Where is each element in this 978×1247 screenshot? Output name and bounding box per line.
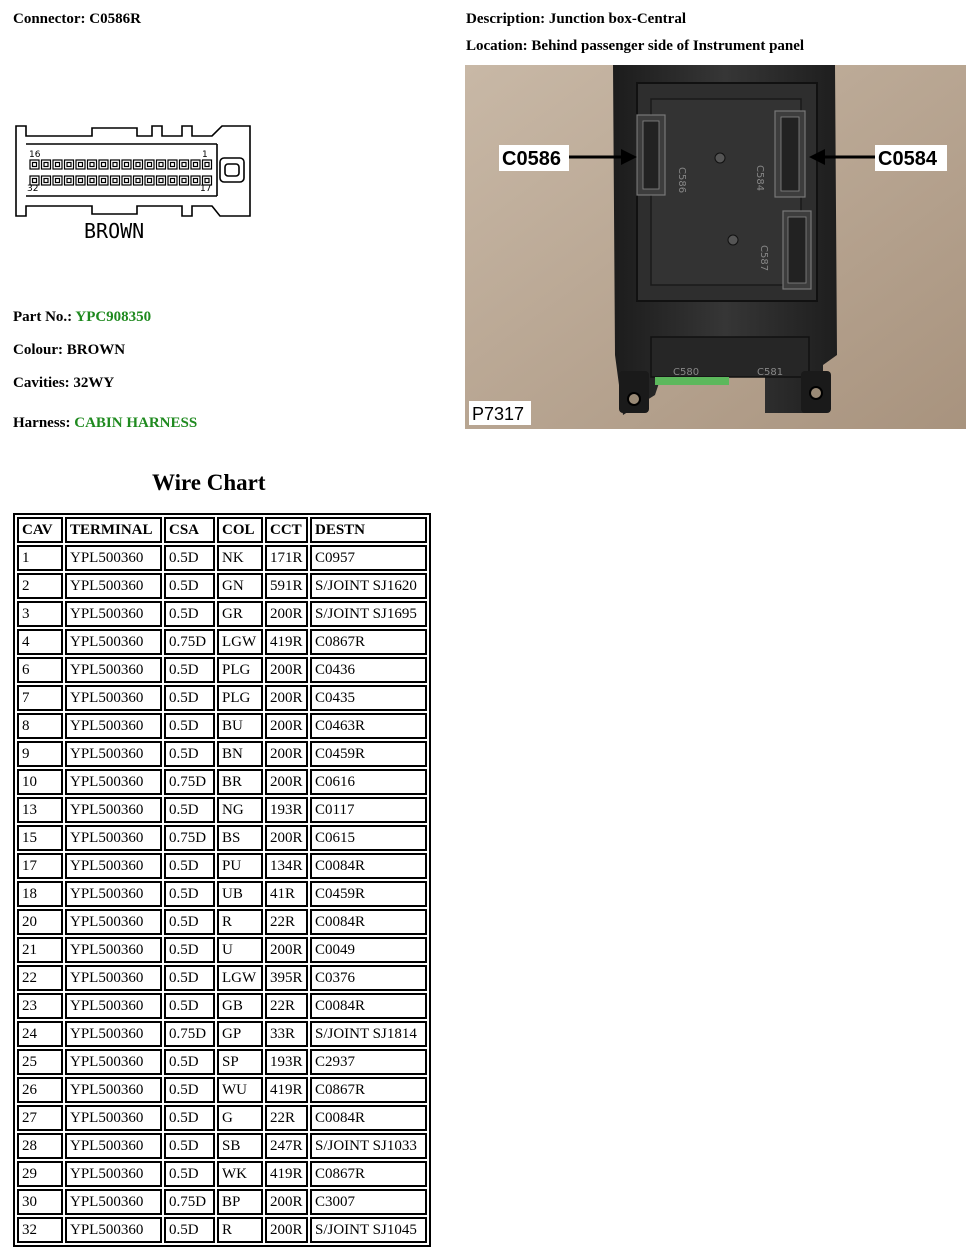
cell-terminal: YPL500360 (65, 993, 162, 1019)
cell-cct: 33R (265, 1021, 308, 1047)
cell-cct: 200R (265, 1189, 308, 1215)
cell-csa: 0.5D (164, 685, 215, 711)
location-heading (466, 38, 804, 55)
cell-csa: 0.5D (164, 741, 215, 767)
pin-terminal (44, 163, 48, 167)
cell-cct: 171R (265, 545, 308, 571)
pin-terminal (182, 179, 186, 183)
table-row (17, 881, 427, 907)
connector-value: C0586R (89, 11, 141, 27)
cell-terminal: YPL500360 (65, 825, 162, 851)
cell-cav: 2 (17, 573, 63, 599)
cell-col: PLG (217, 657, 263, 683)
pin-terminal (33, 179, 37, 183)
cell-terminal: YPL500360 (65, 1105, 162, 1131)
cell-cav: 18 (17, 881, 63, 907)
table-row (17, 1105, 427, 1131)
pin-cavity (65, 176, 74, 185)
table-row (17, 797, 427, 823)
cell-terminal: YPL500360 (65, 573, 162, 599)
table-row (17, 629, 427, 655)
table-row (17, 1077, 427, 1103)
pin-number-1: 1 (202, 150, 208, 160)
cell-csa: 0.75D (164, 1189, 215, 1215)
cell-destn: C0084R (310, 909, 427, 935)
pin-terminal (159, 163, 163, 167)
cell-col: BS (217, 825, 263, 851)
cell-cav: 10 (17, 769, 63, 795)
pin-terminal (56, 163, 60, 167)
table-row (17, 713, 427, 739)
table-row (17, 1161, 427, 1187)
pin-terminal (113, 163, 117, 167)
pin-cavity (53, 160, 62, 169)
table-row (17, 685, 427, 711)
cell-destn: C0376 (310, 965, 427, 991)
pin-cavity (168, 176, 177, 185)
cell-csa: 0.5D (164, 909, 215, 935)
photo-reference: P7317 (472, 404, 525, 424)
pin-cavity (42, 176, 51, 185)
table-row (17, 573, 427, 599)
pin-terminal (171, 163, 175, 167)
pin-terminal (79, 163, 83, 167)
cell-cav: 13 (17, 797, 63, 823)
cell-terminal: YPL500360 (65, 909, 162, 935)
table-row (17, 657, 427, 683)
cell-cct: 395R (265, 965, 308, 991)
table-row (17, 1189, 427, 1215)
cell-cav: 30 (17, 1189, 63, 1215)
cell-col: GN (217, 573, 263, 599)
cell-cav: 23 (17, 993, 63, 1019)
cell-col: UB (217, 881, 263, 907)
cell-terminal: YPL500360 (65, 1133, 162, 1159)
cell-destn: C0867R (310, 1077, 427, 1103)
connector-face-diagram (12, 118, 257, 243)
pin-terminal (148, 179, 152, 183)
pin-cavity (53, 176, 62, 185)
pin-terminal (194, 179, 198, 183)
cell-col: NG (217, 797, 263, 823)
cell-terminal: YPL500360 (65, 1161, 162, 1187)
cell-destn: S/JOINT SJ1695 (310, 601, 427, 627)
cell-csa: 0.5D (164, 965, 215, 991)
cell-cav: 25 (17, 1049, 63, 1075)
cell-destn: C0117 (310, 797, 427, 823)
cell-cct: 200R (265, 657, 308, 683)
description-label: Description: (466, 11, 546, 27)
cell-destn: S/JOINT SJ1033 (310, 1133, 427, 1159)
cell-cct: 200R (265, 685, 308, 711)
cell-terminal: YPL500360 (65, 1217, 162, 1243)
cell-csa: 0.5D (164, 1105, 215, 1131)
cell-terminal: YPL500360 (65, 713, 162, 739)
harness-label: Harness: (13, 415, 71, 431)
cell-cav: 6 (17, 657, 63, 683)
cell-cct: 591R (265, 573, 308, 599)
cell-csa: 0.5D (164, 853, 215, 879)
colour-value: BROWN (66, 342, 126, 358)
cell-terminal: YPL500360 (65, 685, 162, 711)
cell-csa: 0.5D (164, 713, 215, 739)
cell-cav: 1 (17, 545, 63, 571)
pin-terminal (125, 179, 129, 183)
cell-cav: 29 (17, 1161, 63, 1187)
table-header-row (17, 517, 427, 543)
pin-terminal (148, 163, 152, 167)
cell-terminal: YPL500360 (65, 1077, 162, 1103)
table-row (17, 545, 427, 571)
cell-terminal: YPL500360 (65, 601, 162, 627)
cell-destn: C0867R (310, 1161, 427, 1187)
table-row (17, 1049, 427, 1075)
harness (13, 415, 197, 432)
cell-csa: 0.5D (164, 1217, 215, 1243)
mold-label-c580: C580 (673, 367, 700, 378)
cell-col: GP (217, 1021, 263, 1047)
cell-col: SP (217, 1049, 263, 1075)
callout-c0586: C0586 (502, 148, 561, 170)
cell-col: BP (217, 1189, 263, 1215)
table-row (17, 909, 427, 935)
connector-colour-label: BROWN (84, 219, 145, 243)
cell-csa: 0.75D (164, 1021, 215, 1047)
cell-csa: 0.5D (164, 573, 215, 599)
pin-terminal (171, 179, 175, 183)
connector-heading (13, 11, 141, 28)
pin-number-17: 17 (200, 184, 212, 194)
pin-terminal (205, 163, 209, 167)
cell-cct: 419R (265, 629, 308, 655)
table-row (17, 769, 427, 795)
cell-col: WK (217, 1161, 263, 1187)
cell-csa: 0.5D (164, 1077, 215, 1103)
cell-cct: 193R (265, 1049, 308, 1075)
part-number (13, 309, 151, 326)
cell-cav: 28 (17, 1133, 63, 1159)
pin-cavity (134, 160, 143, 169)
cell-cav: 32 (17, 1217, 63, 1243)
cell-cct: 200R (265, 601, 308, 627)
cell-col: BR (217, 769, 263, 795)
pin-cavity (88, 176, 97, 185)
cell-csa: 0.75D (164, 629, 215, 655)
cell-terminal: YPL500360 (65, 657, 162, 683)
cell-cav: 4 (17, 629, 63, 655)
cell-cct: 200R (265, 713, 308, 739)
part-number-link[interactable]: YPC908350 (75, 309, 152, 325)
cell-col: R (217, 1217, 263, 1243)
cell-csa: 0.75D (164, 769, 215, 795)
pin-cavity (99, 160, 108, 169)
cell-terminal: YPL500360 (65, 881, 162, 907)
pin-terminal (113, 179, 117, 183)
pin-cavity (145, 176, 154, 185)
cell-cct: 22R (265, 1105, 308, 1131)
pin-cavity (42, 160, 51, 169)
pin-terminal (102, 163, 106, 167)
cell-destn: C0084R (310, 853, 427, 879)
cell-cav: 24 (17, 1021, 63, 1047)
cell-col: LGW (217, 629, 263, 655)
cell-destn: C0435 (310, 685, 427, 711)
cell-csa: 0.75D (164, 825, 215, 851)
cell-csa: 0.5D (164, 1133, 215, 1159)
pin-cavity (65, 160, 74, 169)
cell-destn: S/JOINT SJ1814 (310, 1021, 427, 1047)
cell-cav: 7 (17, 685, 63, 711)
cell-col: GR (217, 601, 263, 627)
cell-csa: 0.5D (164, 937, 215, 963)
cell-col: NK (217, 545, 263, 571)
cell-cct: 419R (265, 1077, 308, 1103)
mold-label-c584: C584 (754, 165, 765, 192)
cell-cav: 9 (17, 741, 63, 767)
cell-terminal: YPL500360 (65, 545, 162, 571)
colour-label: Colour: (13, 342, 63, 358)
cell-destn: C0463R (310, 713, 427, 739)
column-header-destn: DESTN (310, 517, 427, 543)
pin-terminal (125, 163, 129, 167)
column-header-col: COL (217, 517, 263, 543)
description-heading (466, 11, 686, 28)
pin-terminal (136, 163, 140, 167)
cell-terminal: YPL500360 (65, 629, 162, 655)
cell-col: U (217, 937, 263, 963)
colour (13, 342, 125, 359)
table-row (17, 993, 427, 1019)
table-row (17, 1217, 427, 1243)
pin-terminal (90, 163, 94, 167)
cell-cct: 134R (265, 853, 308, 879)
table-row (17, 601, 427, 627)
cell-col: R (217, 909, 263, 935)
table-row (17, 1133, 427, 1159)
cell-destn: C2937 (310, 1049, 427, 1075)
cell-col: LGW (217, 965, 263, 991)
description-value: Junction box-Central (548, 11, 686, 27)
cell-csa: 0.5D (164, 1049, 215, 1075)
column-header-csa: CSA (164, 517, 215, 543)
pin-cavity (111, 176, 120, 185)
location-label: Location: (466, 38, 528, 54)
cell-col: BU (217, 713, 263, 739)
column-header-cct: CCT (265, 517, 308, 543)
cavities-value: 32WY (73, 375, 115, 391)
pin-terminal (44, 179, 48, 183)
cell-cct: 200R (265, 937, 308, 963)
column-header-terminal: TERMINAL (65, 517, 162, 543)
cell-terminal: YPL500360 (65, 937, 162, 963)
table-row (17, 937, 427, 963)
cell-terminal: YPL500360 (65, 769, 162, 795)
pin-cavity (180, 160, 189, 169)
cell-destn: C0084R (310, 1105, 427, 1131)
table-row (17, 825, 427, 851)
cell-csa: 0.5D (164, 881, 215, 907)
cell-terminal: YPL500360 (65, 797, 162, 823)
table-row (17, 965, 427, 991)
cell-destn: S/JOINT SJ1045 (310, 1217, 427, 1243)
cell-terminal: YPL500360 (65, 1189, 162, 1215)
cell-cct: 22R (265, 909, 308, 935)
cell-destn: S/JOINT SJ1620 (310, 573, 427, 599)
location-value: Behind passenger side of Instrument panel (531, 38, 805, 54)
pin-terminal (67, 179, 71, 183)
pin-cavity (111, 160, 120, 169)
cell-csa: 0.5D (164, 601, 215, 627)
cell-destn: C0867R (310, 629, 427, 655)
pin-terminal (159, 179, 163, 183)
cell-cct: 200R (265, 1217, 308, 1243)
connector-label: Connector: (13, 11, 86, 27)
cell-csa: 0.5D (164, 797, 215, 823)
table-row (17, 1021, 427, 1047)
cell-cct: 41R (265, 881, 308, 907)
pin-terminal (194, 163, 198, 167)
cell-csa: 0.5D (164, 1161, 215, 1187)
pin-terminal (136, 179, 140, 183)
mold-label-c581: C581 (757, 367, 784, 378)
cell-col: PU (217, 853, 263, 879)
cavities-label: Cavities: (13, 375, 70, 391)
pin-terminal (182, 163, 186, 167)
cell-destn: C3007 (310, 1189, 427, 1215)
cell-cav: 17 (17, 853, 63, 879)
cell-cav: 26 (17, 1077, 63, 1103)
cell-col: WU (217, 1077, 263, 1103)
mold-label-c586: C586 (676, 167, 687, 194)
cell-cct: 200R (265, 741, 308, 767)
pin-cavity (88, 160, 97, 169)
pin-cavity (145, 160, 154, 169)
pin-cavity (99, 176, 108, 185)
cell-terminal: YPL500360 (65, 741, 162, 767)
cell-csa: 0.5D (164, 993, 215, 1019)
pin-number-32: 32 (27, 184, 39, 194)
cell-col: GB (217, 993, 263, 1019)
pin-cavity (180, 176, 189, 185)
junction-box-photo (465, 65, 966, 429)
cell-cav: 15 (17, 825, 63, 851)
column-header-cav: CAV (17, 517, 63, 543)
cell-cct: 193R (265, 797, 308, 823)
pin-terminal (90, 179, 94, 183)
cell-cct: 200R (265, 825, 308, 851)
cell-destn: C0459R (310, 881, 427, 907)
table-row (17, 741, 427, 767)
cell-terminal: YPL500360 (65, 1049, 162, 1075)
pin-cavity (134, 176, 143, 185)
cell-cct: 419R (265, 1161, 308, 1187)
cell-cav: 22 (17, 965, 63, 991)
table-row (17, 853, 427, 879)
pin-cavity (76, 176, 85, 185)
cell-destn: C0615 (310, 825, 427, 851)
pin-cavity (157, 176, 166, 185)
pin-cavity (191, 176, 200, 185)
cell-csa: 0.5D (164, 657, 215, 683)
cell-terminal: YPL500360 (65, 965, 162, 991)
cell-col: PLG (217, 685, 263, 711)
wire-chart-table (13, 513, 431, 1247)
cell-cav: 3 (17, 601, 63, 627)
cell-cct: 22R (265, 993, 308, 1019)
pin-terminal (102, 179, 106, 183)
cell-destn: C0084R (310, 993, 427, 1019)
cell-destn: C0616 (310, 769, 427, 795)
pin-cavity (191, 160, 200, 169)
cell-csa: 0.5D (164, 545, 215, 571)
cell-cav: 20 (17, 909, 63, 935)
cell-col: SB (217, 1133, 263, 1159)
cell-cct: 200R (265, 769, 308, 795)
cell-destn: C0049 (310, 937, 427, 963)
part-number-label: Part No.: (13, 309, 73, 325)
cell-cav: 8 (17, 713, 63, 739)
pin-terminal (67, 163, 71, 167)
pin-terminal (205, 179, 209, 183)
pin-cavity (157, 160, 166, 169)
cell-col: BN (217, 741, 263, 767)
pin-terminal (56, 179, 60, 183)
pin-cavity (122, 176, 131, 185)
cell-terminal: YPL500360 (65, 1021, 162, 1047)
cell-terminal: YPL500360 (65, 853, 162, 879)
cell-col: G (217, 1105, 263, 1131)
cell-cct: 247R (265, 1133, 308, 1159)
pin-cavity (203, 160, 212, 169)
cell-destn: C0459R (310, 741, 427, 767)
cell-destn: C0436 (310, 657, 427, 683)
pin-cavity (168, 160, 177, 169)
cavities (13, 375, 114, 392)
cell-cav: 21 (17, 937, 63, 963)
cell-cav: 27 (17, 1105, 63, 1131)
pin-terminal (33, 163, 37, 167)
pin-cavity (30, 160, 39, 169)
pin-cavity (76, 160, 85, 169)
mold-label-c587: C587 (758, 245, 769, 272)
cell-destn: C0957 (310, 545, 427, 571)
pin-cavity (122, 160, 131, 169)
pin-terminal (79, 179, 83, 183)
callout-c0584: C0584 (878, 148, 937, 170)
harness-link[interactable]: CABIN HARNESS (74, 415, 198, 431)
wire-chart-title: Wire Chart (152, 470, 266, 495)
pin-number-16: 16 (29, 150, 41, 160)
